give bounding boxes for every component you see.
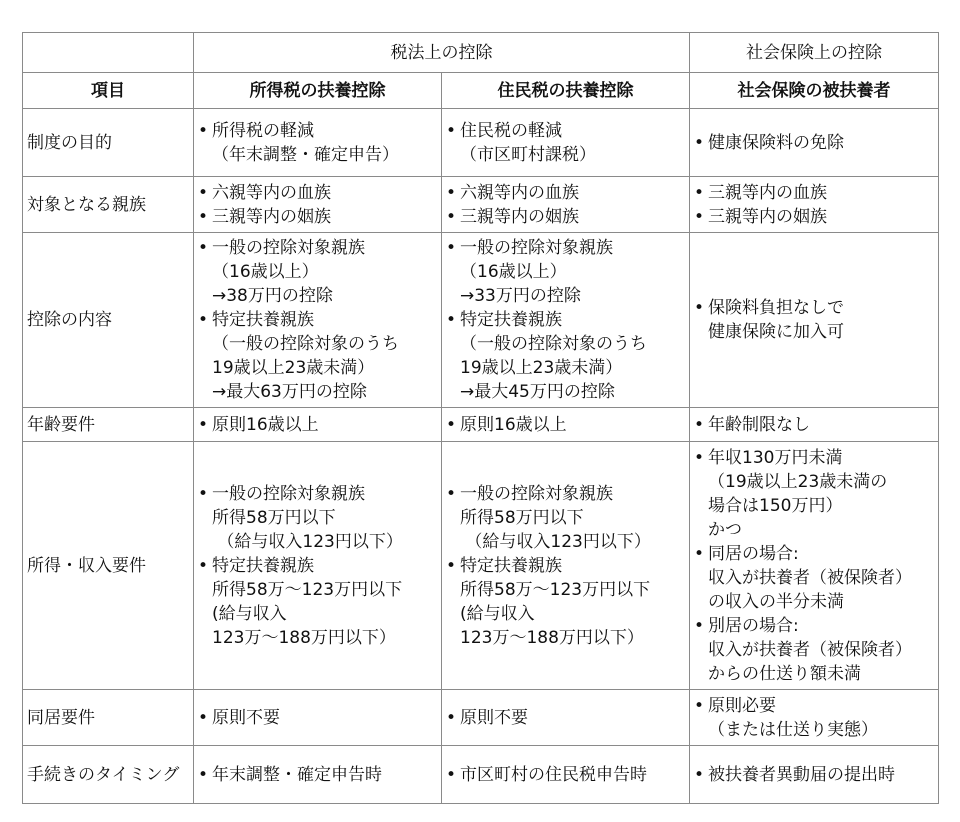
continuation-line <box>446 626 685 650</box>
bullet-icon: • <box>446 238 457 258</box>
cell-text: 年末調整・確定申告時 <box>212 764 382 785</box>
cell-text: →最大63万円の控除 <box>212 382 367 402</box>
social-insurance-cell <box>690 233 939 408</box>
bullet-icon: • <box>694 414 705 435</box>
resident-tax-cell <box>442 746 690 804</box>
cell-text: （16歳以上） <box>212 262 319 282</box>
cell-text: （一般の控除対象のうち <box>460 334 647 354</box>
table-row <box>23 690 939 746</box>
continuation-line <box>446 506 685 530</box>
bullet-item <box>446 181 685 205</box>
bullet-item <box>198 413 437 437</box>
bullet-item <box>694 413 934 437</box>
bullet-icon: • <box>694 615 705 636</box>
item-column-header: 項目 <box>23 73 194 109</box>
cell-text: 123万～188万円以下） <box>212 627 396 648</box>
cell-text: （一般の控除対象のうち <box>212 334 399 354</box>
cell-text: （給与収入123円以下） <box>212 531 403 552</box>
continuation-line <box>198 530 437 554</box>
continuation-line <box>198 143 437 167</box>
continuation-line <box>446 578 685 602</box>
bullet-item <box>446 763 685 787</box>
continuation-line <box>198 260 437 284</box>
cell-text: 一般の控除対象親族 <box>212 483 365 504</box>
continuation-line <box>198 626 437 650</box>
social-group-header: 社会保険上の控除 <box>690 33 939 73</box>
bullet-icon: • <box>198 707 209 728</box>
cell-text: 原則16歳以上 <box>460 414 567 435</box>
bullet-item <box>446 413 685 437</box>
bullet-icon: • <box>694 298 705 318</box>
continuation-line <box>198 356 437 380</box>
table-row <box>23 746 939 804</box>
cell-text: 特定扶養親族 <box>460 310 562 330</box>
social-insurance-cell <box>690 408 939 442</box>
cell-text: 所得58万～123万円以下 <box>212 579 403 600</box>
cell-text: 収入が扶養者（被保険者） <box>708 639 912 660</box>
bullet-icon: • <box>446 707 457 728</box>
bullet-icon: • <box>446 555 457 576</box>
bullet-icon: • <box>446 764 457 785</box>
continuation-line <box>446 356 685 380</box>
cell-text: 原則不要 <box>460 707 528 728</box>
tax-group-header: 税法上の控除 <box>194 33 690 73</box>
cell-text: 収入が扶養者（被保険者） <box>708 567 912 588</box>
cell-text: （給与収入123円以下） <box>460 531 651 552</box>
bullet-icon: • <box>198 206 209 227</box>
resident-tax-cell <box>442 690 690 746</box>
bullet-item <box>446 119 685 143</box>
social-insurance-cell <box>690 746 939 804</box>
cell-text: 健康保険料の免除 <box>708 132 844 153</box>
cell-text: 19歳以上23歳未満） <box>460 358 623 378</box>
cell-text: の収入の半分未満 <box>708 591 844 612</box>
continuation-line <box>694 590 934 614</box>
income-tax-cell <box>194 177 442 233</box>
row-label: 年齢要件 <box>23 408 194 442</box>
income-tax-cell <box>194 746 442 804</box>
cell-text: →33万円の控除 <box>460 286 581 306</box>
bullet-icon: • <box>198 483 209 504</box>
cell-text: 123万～188万円以下） <box>460 627 644 648</box>
bullet-icon: • <box>446 182 457 203</box>
bullet-icon: • <box>694 764 705 785</box>
cell-text: 三親等内の姻族 <box>212 206 331 227</box>
bullet-item <box>446 482 685 506</box>
bullet-icon: • <box>446 206 457 227</box>
continuation-line <box>446 143 685 167</box>
continuation-line <box>446 602 685 626</box>
bullet-item <box>694 446 934 470</box>
bullet-icon: • <box>446 483 457 504</box>
cell-text: →最大45万円の控除 <box>460 382 615 402</box>
cell-text: （市区町村課税） <box>460 144 596 165</box>
row-label: 手続きのタイミング <box>23 746 194 804</box>
bullet-icon: • <box>198 238 209 258</box>
row-label: 控除の内容 <box>23 233 194 408</box>
bullet-icon: • <box>198 120 209 141</box>
continuation-line <box>694 566 934 590</box>
cell-text: 別居の場合: <box>708 615 799 636</box>
continuation-line <box>198 284 437 308</box>
cell-text: 健康保険に加入可 <box>708 322 844 342</box>
bullet-item <box>198 236 437 260</box>
bullet-item <box>446 205 685 229</box>
group-header-row <box>23 33 939 73</box>
continuation-line <box>198 380 437 404</box>
table-row <box>23 233 939 408</box>
bullet-icon: • <box>198 555 209 576</box>
cell-text: 所得58万円以下 <box>460 507 584 528</box>
cell-text: かつ <box>708 519 742 540</box>
bullet-item <box>694 181 934 205</box>
bullet-item <box>694 131 934 155</box>
continuation-line <box>694 662 934 686</box>
resident-tax-column-header: 住民税の扶養控除 <box>442 73 690 109</box>
bullet-item <box>446 308 685 332</box>
table-row <box>23 442 939 690</box>
bullet-icon: • <box>446 120 457 141</box>
bullet-item <box>694 205 934 229</box>
bullet-icon: • <box>694 447 705 468</box>
social-insurance-cell <box>690 109 939 177</box>
cell-text: 所得税の軽減 <box>212 120 314 141</box>
bullet-item <box>198 119 437 143</box>
resident-tax-cell <box>442 177 690 233</box>
bullet-icon: • <box>198 764 209 785</box>
income-tax-cell <box>194 109 442 177</box>
bullet-icon: • <box>694 695 705 716</box>
continuation-line <box>198 506 437 530</box>
cell-text: 住民税の軽減 <box>460 120 562 141</box>
bullet-item <box>446 236 685 260</box>
cell-text: 一般の控除対象親族 <box>212 238 365 258</box>
cell-text: 特定扶養親族 <box>460 555 562 576</box>
social-insurance-cell <box>690 690 939 746</box>
bullet-item <box>694 694 934 718</box>
bullet-item <box>198 181 437 205</box>
bullet-icon: • <box>694 206 705 227</box>
cell-text: (給与収入 <box>212 603 287 624</box>
income-tax-cell <box>194 233 442 408</box>
bullet-item <box>198 763 437 787</box>
row-label: 同居要件 <box>23 690 194 746</box>
bullet-icon: • <box>198 182 209 203</box>
bullet-item <box>694 296 934 320</box>
continuation-line <box>446 332 685 356</box>
cell-text: 被扶養者異動届の提出時 <box>708 764 895 785</box>
continuation-line <box>694 518 934 542</box>
resident-tax-cell <box>442 408 690 442</box>
comparison-table <box>22 32 939 804</box>
cell-text: からの仕送り額未満 <box>708 663 861 684</box>
row-label: 制度の目的 <box>23 109 194 177</box>
cell-text: 特定扶養親族 <box>212 555 314 576</box>
continuation-line <box>694 638 934 662</box>
income-tax-cell <box>194 690 442 746</box>
bullet-icon: • <box>694 543 705 564</box>
cell-text: 原則必要 <box>708 695 776 716</box>
bullet-item <box>694 614 934 638</box>
cell-text: 六親等内の血族 <box>460 182 579 203</box>
bullet-item <box>694 763 934 787</box>
bullet-item <box>446 706 685 730</box>
cell-text: 三親等内の血族 <box>708 182 827 203</box>
social-insurance-cell <box>690 177 939 233</box>
continuation-line <box>446 380 685 404</box>
income-tax-cell <box>194 408 442 442</box>
bullet-item <box>198 706 437 730</box>
cell-text: (給与収入 <box>460 603 535 624</box>
continuation-line <box>446 260 685 284</box>
bullet-icon: • <box>198 310 209 330</box>
bullet-icon: • <box>446 310 457 330</box>
social-insurance-column-header: 社会保険の被扶養者 <box>690 73 939 109</box>
cell-text: （16歳以上） <box>460 262 567 282</box>
continuation-line <box>198 578 437 602</box>
cell-text: 市区町村の住民税申告時 <box>460 764 647 785</box>
cell-text: 原則不要 <box>212 707 280 728</box>
income-tax-column-header: 所得税の扶養控除 <box>194 73 442 109</box>
table-row <box>23 109 939 177</box>
cell-text: 所得58万～123万円以下 <box>460 579 651 600</box>
continuation-line <box>694 470 934 494</box>
cell-text: 19歳以上23歳未満） <box>212 358 375 378</box>
bullet-item <box>198 308 437 332</box>
cell-text: 保険料負担なしで <box>708 298 844 318</box>
cell-text: 年齢制限なし <box>708 414 810 435</box>
cell-text: 場合は150万円） <box>708 495 843 516</box>
column-header-row <box>23 73 939 109</box>
cell-text: 所得58万円以下 <box>212 507 336 528</box>
bullet-icon: • <box>694 182 705 203</box>
row-label: 対象となる親族 <box>23 177 194 233</box>
cell-text: 六親等内の血族 <box>212 182 331 203</box>
bullet-icon: • <box>198 414 209 435</box>
cell-text: 三親等内の姻族 <box>460 206 579 227</box>
cell-text: 一般の控除対象親族 <box>460 238 613 258</box>
resident-tax-cell <box>442 109 690 177</box>
cell-text: 同居の場合: <box>708 543 799 564</box>
continuation-line <box>446 284 685 308</box>
continuation-line <box>694 494 934 518</box>
continuation-line <box>198 602 437 626</box>
cell-text: 原則16歳以上 <box>212 414 319 435</box>
resident-tax-cell <box>442 442 690 690</box>
cell-text: 一般の控除対象親族 <box>460 483 613 504</box>
cell-text: （年末調整・確定申告） <box>212 144 399 165</box>
bullet-item <box>198 554 437 578</box>
bullet-icon: • <box>694 132 705 153</box>
resident-tax-cell <box>442 233 690 408</box>
corner-cell <box>23 33 194 73</box>
cell-text: （または仕送り実態） <box>708 719 878 740</box>
cell-text: 特定扶養親族 <box>212 310 314 330</box>
bullet-item <box>694 542 934 566</box>
income-tax-cell <box>194 442 442 690</box>
cell-text: →38万円の控除 <box>212 286 333 306</box>
continuation-line <box>198 332 437 356</box>
bullet-item <box>198 205 437 229</box>
table-row <box>23 408 939 442</box>
bullet-item <box>446 554 685 578</box>
bullet-item <box>198 482 437 506</box>
row-label: 所得・収入要件 <box>23 442 194 690</box>
table-row <box>23 177 939 233</box>
social-insurance-cell <box>690 442 939 690</box>
continuation-line <box>446 530 685 554</box>
cell-text: 年収130万円未満 <box>708 447 843 468</box>
cell-text: 三親等内の姻族 <box>708 206 827 227</box>
cell-text: （19歳以上23歳未満の <box>708 471 888 492</box>
continuation-line <box>694 320 934 344</box>
continuation-line <box>694 718 934 742</box>
bullet-icon: • <box>446 414 457 435</box>
